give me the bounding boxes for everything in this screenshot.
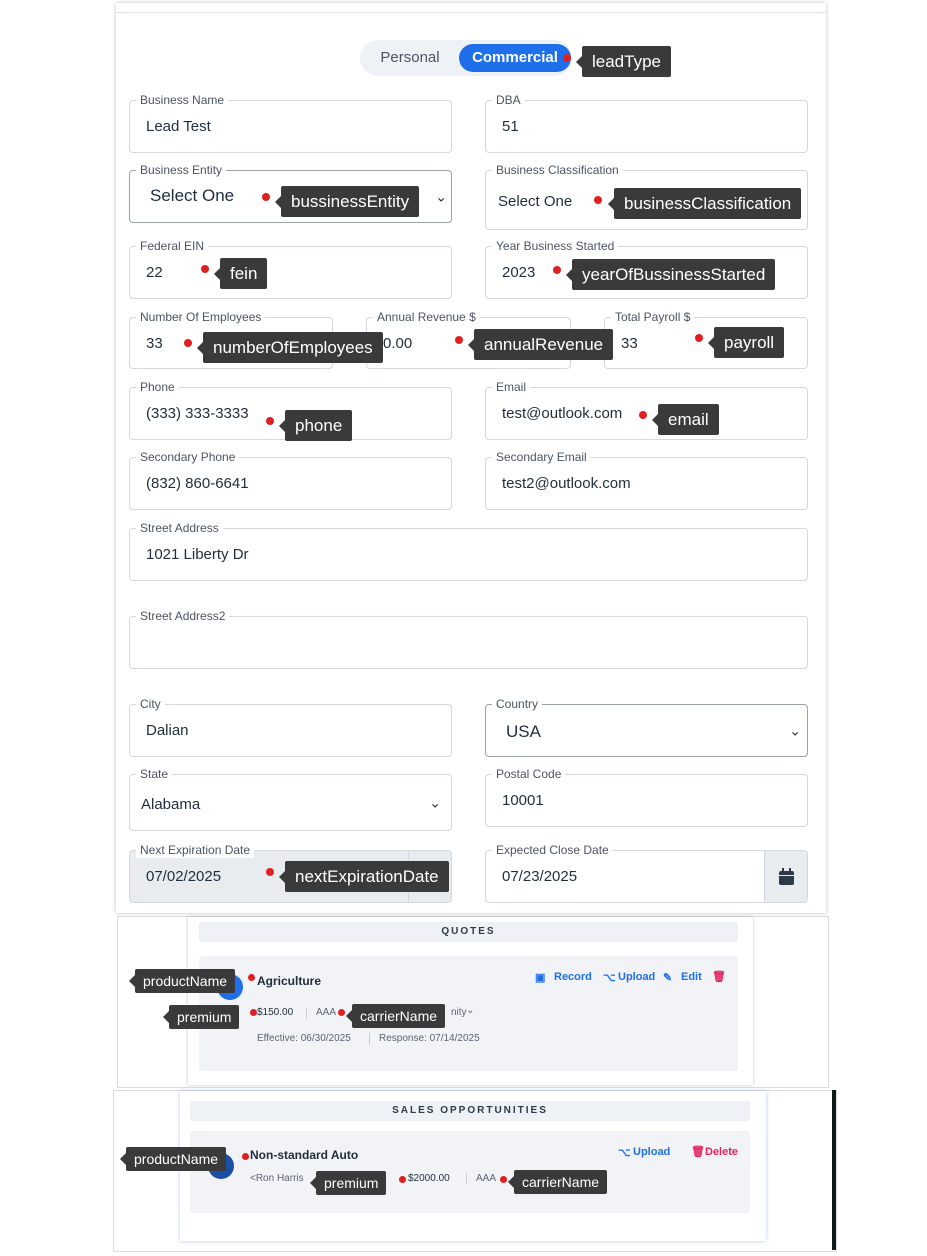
year-started-value: 2023 xyxy=(502,264,536,281)
business-name-label: Business Name xyxy=(136,92,228,108)
secondary-phone-label: Secondary Phone xyxy=(136,449,239,465)
annotation-tag-business-entity: bussinessEntity xyxy=(281,186,419,217)
business-entity-value: Select One xyxy=(150,186,235,205)
annotation-dot xyxy=(266,417,274,425)
delete-button[interactable]: Delete xyxy=(705,1146,739,1158)
annotation-tag-lead-type: leadType xyxy=(582,46,671,77)
quote-response-date: Response: 07/14/2025 xyxy=(379,1033,480,1044)
business-classification-value: Select One xyxy=(498,193,573,210)
annotation-dot xyxy=(266,868,274,876)
business-name-value: Lead Test xyxy=(146,118,211,135)
next-expiration-date-label: Next Expiration Date xyxy=(136,842,254,858)
annotation-tag-year-started: yearOfBussinessStarted xyxy=(572,259,775,290)
pencil-icon: ✎ xyxy=(663,972,673,984)
expected-close-date-value: 07/23/2025 xyxy=(502,868,578,885)
quote-effective-date: Effective: 06/30/2025 xyxy=(257,1033,351,1044)
country-select[interactable] xyxy=(485,697,808,757)
annual-revenue-value: 0.00 xyxy=(383,335,413,352)
business-classification-label: Business Classification xyxy=(492,162,623,178)
street-address-field[interactable] xyxy=(129,521,808,581)
annotation-tag-premium: premium xyxy=(169,1005,239,1029)
panel-divider xyxy=(116,12,826,13)
annotation-dot xyxy=(594,196,602,204)
employees-label: Number Of Employees xyxy=(136,309,265,325)
annotation-tag-phone: phone xyxy=(285,410,352,441)
divider xyxy=(466,1173,467,1185)
quote-carrier-suffix: nity xyxy=(451,1007,467,1018)
sales-opportunity-card[interactable] xyxy=(190,1131,750,1213)
chevron-down-icon: ⌄ xyxy=(435,188,447,204)
annotation-dot xyxy=(184,339,192,347)
edit-button[interactable]: Edit xyxy=(681,971,702,983)
window-edge xyxy=(832,1090,836,1250)
annotation-dot xyxy=(250,1009,257,1016)
quotes-panel xyxy=(117,916,829,1088)
divider xyxy=(369,1033,370,1045)
federal-ein-value: 22 xyxy=(146,264,163,281)
email-label: Email xyxy=(492,379,530,395)
annotation-tag-premium: premium xyxy=(316,1171,386,1195)
street-address-value: 1021 Liberty Dr xyxy=(146,546,249,563)
secondary-email-value: test2@outlook.com xyxy=(502,475,631,492)
chevron-down-icon: ⌄ xyxy=(429,794,441,810)
annotation-tag-carrier-name: carrierName xyxy=(514,1170,607,1194)
lead-type-toggle[interactable] xyxy=(360,40,572,76)
annotation-dot xyxy=(338,1009,345,1016)
quote-premium: $150.00 xyxy=(257,1007,294,1018)
lead-type-commercial[interactable]: Commercial xyxy=(459,44,571,72)
annotation-tag-employees: numberOfEmployees xyxy=(203,332,383,363)
city-field[interactable] xyxy=(129,697,452,757)
employees-value: 33 xyxy=(146,335,163,352)
annotation-dot xyxy=(553,266,561,274)
upload-button[interactable]: Upload xyxy=(633,1146,671,1158)
federal-ein-field[interactable] xyxy=(129,239,452,299)
annotation-dot xyxy=(500,1176,507,1183)
state-value: Alabama xyxy=(141,796,201,813)
trash-icon[interactable]: 🗑 xyxy=(712,971,726,983)
dba-value: 51 xyxy=(502,118,519,135)
business-name-field[interactable] xyxy=(129,93,452,153)
street-address2-label: Street Address2 xyxy=(136,608,229,624)
paperclip-icon: ⌥ xyxy=(603,972,616,984)
annotation-dot xyxy=(639,411,647,419)
sales-product-name: Non-standard Auto xyxy=(250,1148,359,1162)
trash-icon: 🗑 xyxy=(691,1146,705,1158)
paperclip-icon: ⌥ xyxy=(618,1147,631,1159)
annotation-tag-carrier-name: carrierName xyxy=(352,1004,445,1028)
expected-close-date-label: Expected Close Date xyxy=(492,842,613,858)
secondary-email-label: Secondary Email xyxy=(492,449,591,465)
annotation-tag-payroll: payroll xyxy=(714,327,784,358)
quotes-header: QUOTES xyxy=(199,922,738,942)
annotation-tag-email: email xyxy=(658,404,719,435)
quotes-section xyxy=(188,917,753,1085)
total-payroll-label: Total Payroll $ xyxy=(611,309,694,325)
next-expiration-date-value: 07/02/2025 xyxy=(146,868,222,885)
sales-agent: <Ron Harris xyxy=(250,1173,304,1184)
annotation-tag-next-expiration: nextExpirationDate xyxy=(285,861,449,892)
chevron-down-icon: ⌄ xyxy=(789,722,801,738)
annotation-dot xyxy=(563,54,571,62)
business-entity-label: Business Entity xyxy=(136,162,226,178)
upload-button[interactable]: Upload xyxy=(618,971,656,983)
state-label: State xyxy=(136,766,172,782)
lead-type-personal[interactable]: Personal xyxy=(380,49,440,66)
annual-revenue-label: Annual Revenue $ xyxy=(373,309,480,325)
annotation-dot xyxy=(242,1153,249,1160)
country-value: USA xyxy=(506,722,541,741)
calendar-icon xyxy=(778,868,795,886)
sales-carrier: AAA xyxy=(476,1173,497,1184)
city-label: City xyxy=(136,696,165,712)
sales-opportunities-header: SALES OPPORTUNITIES xyxy=(190,1101,750,1121)
annotation-dot xyxy=(262,193,270,201)
calendar-button[interactable] xyxy=(764,851,807,902)
quote-carrier: AAA xyxy=(316,1007,337,1018)
annotation-tag-product-name: productName xyxy=(126,1147,226,1171)
sales-opportunities-panel xyxy=(113,1090,837,1252)
quote-card[interactable] xyxy=(199,956,738,1071)
divider xyxy=(306,1007,307,1019)
annotation-dot xyxy=(695,334,703,342)
street-address2-field[interactable] xyxy=(129,609,808,669)
annotation-tag-fein: fein xyxy=(220,258,267,289)
postal-code-field[interactable] xyxy=(485,767,808,827)
annotation-dot xyxy=(455,336,463,344)
dba-label: DBA xyxy=(492,92,525,108)
annotation-dot xyxy=(399,1176,406,1183)
secondary-email-field[interactable] xyxy=(485,450,808,510)
postal-code-value: 10001 xyxy=(502,792,544,809)
phone-label: Phone xyxy=(136,379,179,395)
dba-field[interactable] xyxy=(485,93,808,153)
phone-value: (333) 333-3333 xyxy=(146,405,249,422)
chevron-down-icon[interactable]: ⌄ xyxy=(466,1005,475,1016)
record-button[interactable]: Record xyxy=(554,971,592,983)
quote-product-name: Agriculture xyxy=(257,974,322,988)
state-select[interactable] xyxy=(129,767,452,831)
video-icon: ▣ xyxy=(535,972,546,984)
total-payroll-value: 33 xyxy=(621,335,638,352)
postal-code-label: Postal Code xyxy=(492,766,565,782)
secondary-phone-field[interactable] xyxy=(129,450,452,510)
country-label: Country xyxy=(492,696,542,712)
annotation-dot xyxy=(201,265,209,273)
email-value: test@outlook.com xyxy=(502,405,623,422)
sales-premium: $2000.00 xyxy=(408,1173,450,1184)
year-started-label: Year Business Started xyxy=(492,238,618,254)
secondary-phone-value: (832) 860-6641 xyxy=(146,475,249,492)
federal-ein-label: Federal EIN xyxy=(136,238,208,254)
annotation-tag-business-classification: businessClassification xyxy=(614,188,801,219)
expected-close-date-field[interactable] xyxy=(485,843,808,903)
sales-opportunities-section xyxy=(180,1091,766,1241)
annotation-dot xyxy=(248,974,255,981)
annotation-tag-annual-revenue: annualRevenue xyxy=(474,329,613,360)
street-address-label: Street Address xyxy=(136,520,223,536)
annotation-tag-product-name: productName xyxy=(135,969,235,993)
lead-form-panel xyxy=(116,3,826,913)
city-value: Dalian xyxy=(146,722,189,739)
